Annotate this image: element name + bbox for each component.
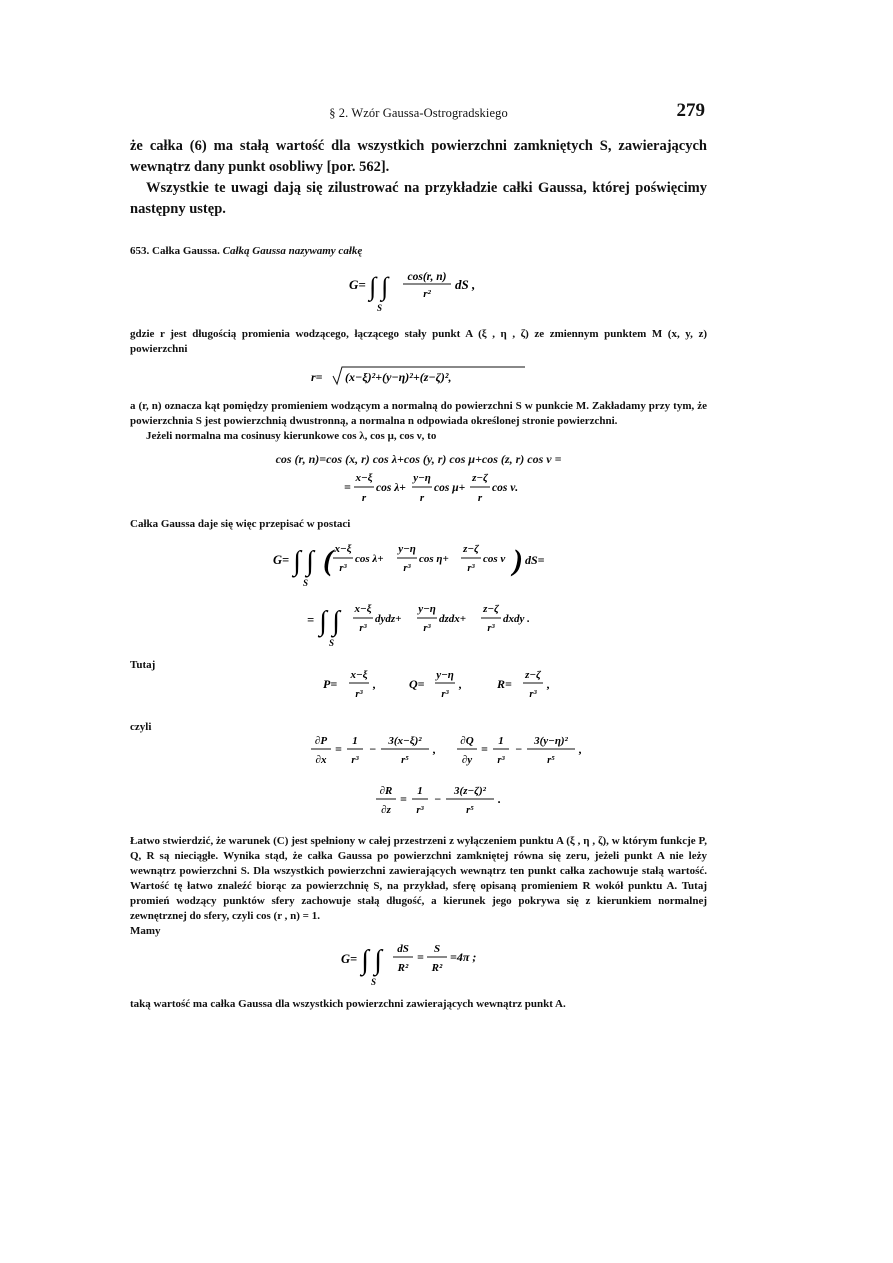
q-lhs: Q= — [408, 677, 425, 691]
dr-frac1-num: 1 — [416, 785, 423, 797]
frac3-den: r³ — [486, 623, 495, 634]
q-num: y−η — [435, 669, 454, 681]
formula-radius — [130, 363, 707, 393]
svg-text:,: , — [372, 677, 376, 691]
final-frac1-den: R² — [397, 962, 408, 974]
dr-den: ∂z — [380, 804, 391, 816]
integral-subscript: S — [370, 977, 376, 987]
intro-paragraph-1: że całka (6) ma stałą wartość dla wszystkich powierzchni zamkniętych S, zawierających wewnątrz dany punkt osobliwy [por. 562]. — [130, 138, 707, 175]
dq-eq: = — [480, 742, 488, 756]
frac2-den: r³ — [402, 563, 411, 574]
frac2-den: r³ — [422, 623, 431, 634]
final-frac2-den: R² — [431, 962, 442, 974]
page — [130, 100, 707, 1012]
formula-lhs: G= — [348, 277, 366, 292]
term3: cos ν — [482, 553, 505, 565]
svg-text:,: , — [432, 742, 436, 756]
page-number: 279 — [676, 100, 705, 121]
paragraph-final: taką wartość ma całka Gaussa dla wszystkich powierzchni zawierających wewnątrz punkt A. — [130, 998, 566, 1010]
final-lhs: G= — [340, 952, 357, 966]
frac1-den: r³ — [358, 623, 367, 634]
integral-sign-2: ∫ — [305, 546, 314, 577]
frac1-num: x−ξ — [354, 472, 373, 484]
paren-open: ( — [322, 544, 333, 577]
eq-sign: = — [306, 613, 314, 627]
paren-close: ) — [512, 544, 523, 577]
paragraph-conclusion: Łatwo stwierdzić, że warunek (C) jest spełniony w całej przestrzeni z wyłączeniem punktu A (ξ , η , ζ), w którym funkcje P, Q, R są nieciągłe. Wynika stąd, że całka Gaussa po powierzchni zamkniętej równa się zeru, jeżeli punkt A nie leży wewnątrz powierzchni S. Dla wszystkich powierzchni zawierających wewnątrz ten punkt całka zachowuje stałą wartość. Wartość tę łatwo znaleźć biorąc za powierzchnię S, na przykład, sferę opisaną promieniem R wokół punktu A. Tutaj promień wodzący punktów sfery zachowuje stałą długość, a kierunek jego pokrywa się z kierunkiem normalnej zewnętrznej do sfery, czyli cos (r , n) = 1. — [130, 835, 707, 922]
p-num: x−ξ — [349, 669, 368, 681]
frac2-num: y−η — [417, 603, 436, 615]
dq-minus: − — [514, 742, 522, 756]
dq-frac2-num: 3(y−η)² — [533, 735, 568, 747]
integral-sign-1: ∫ — [318, 606, 327, 637]
formula-cos-line-2 — [130, 469, 707, 511]
dr-eq: = — [399, 792, 407, 806]
intro-paragraph-2: Wszystkie te uwagi dają się zilustrować na przykładzie całki Gaussa, której poświęcimy następny ustęp. — [130, 180, 707, 217]
frac1-num: x−ξ — [333, 543, 352, 555]
tutaj-row — [130, 658, 707, 714]
dp-num: ∂P — [314, 735, 327, 747]
frac1-num: x−ξ — [353, 603, 372, 615]
formula-gauss-integral — [130, 265, 707, 321]
radicand: (x−ξ)²+(y−η)²+(z−ζ)², — [344, 370, 452, 384]
dq-frac2-den: r⁵ — [546, 755, 555, 766]
p-den: r³ — [354, 689, 363, 700]
label-mamy: Mamy — [130, 925, 161, 937]
frac3-den: r³ — [466, 563, 475, 574]
integral-sign-2: ∫ — [331, 606, 340, 637]
final-frac2-num: S — [433, 943, 440, 955]
section-number: 653. — [130, 245, 150, 257]
integral-subscript: S — [302, 578, 308, 588]
term1: cos λ+ — [354, 553, 384, 565]
formula-gauss-value — [130, 939, 707, 991]
formula-gauss-rewrite-1 — [130, 538, 707, 592]
fraction-numerator: cos(r, n) — [407, 271, 446, 283]
dp-den: ∂x — [315, 754, 326, 766]
formula-gauss-rewrite-2 — [130, 598, 707, 652]
svg-text:,: , — [546, 677, 550, 691]
svg-text:,: , — [578, 742, 582, 756]
term2: dzdx+ — [438, 613, 466, 625]
paragraph-after-gauss: gdzie r jest długością promienia wodzącego, łączącego stały punkt A (ξ , η , ζ) ze zmiennym punktem M (x, y, z) powierzchni — [130, 328, 707, 355]
frac1-den: r — [361, 492, 366, 504]
term3: cos ν. — [491, 482, 518, 494]
integral-sign-2: ∫ — [373, 945, 382, 976]
integral-subscript: S — [328, 638, 334, 648]
formula-partials-2 — [130, 782, 707, 824]
term2: cos η+ — [418, 553, 449, 565]
formula-pqr — [190, 666, 707, 708]
frac2-num: y−η — [412, 472, 431, 484]
term1: cos λ+ — [375, 482, 406, 494]
dq-den: ∂y — [461, 754, 472, 766]
dp-frac1-den: r³ — [350, 755, 359, 766]
section-lead — [130, 244, 707, 259]
dp-frac2-den: r⁵ — [400, 755, 409, 766]
paragraph-angle: a (r, n) oznacza kąt pomiędzy promieniem wodzącym a normalną do powierzchni S w punkcie M. Zakładamy przy tym, że powierzchnia S jest powierzchnią dwustronną, a normalna n odpowiada określonej stronie powierzchni. — [130, 400, 707, 427]
frac3-num: z−ζ — [482, 603, 499, 615]
rewrite-tail: dS= — [524, 553, 545, 567]
dp-minus: − — [368, 742, 376, 756]
frac3-num: z−ζ — [471, 472, 488, 484]
dr-frac1-den: r³ — [415, 805, 424, 816]
term1: dydz+ — [374, 613, 401, 625]
dp-frac1-num: 1 — [351, 735, 358, 747]
running-header — [130, 100, 707, 128]
dr-frac2-den: r⁵ — [465, 805, 474, 816]
final-eq: = — [416, 950, 424, 964]
integral-sign-1: ∫ — [360, 945, 369, 976]
label-tutaj: Tutaj — [130, 659, 156, 671]
paragraph-cosines: Jeżeli normalna ma cosinusy kierunkowe cos λ, cos μ, cos ν, to — [146, 430, 437, 442]
final-frac1-num: dS — [396, 943, 409, 955]
fraction-denominator: r² — [422, 288, 431, 300]
dp-frac2-num: 3(x−ξ)² — [387, 735, 422, 747]
svg-text:,: , — [458, 677, 462, 691]
dr-minus: − — [433, 792, 441, 806]
formula-partials-1 — [190, 732, 707, 774]
frac1-den: r³ — [338, 563, 347, 574]
r-lhs: R= — [496, 677, 512, 691]
section-title: Całka Gaussa. — [152, 245, 220, 257]
section-lead-text: Całką Gaussa nazywamy całkę — [222, 245, 363, 257]
frac2-den: r — [419, 492, 424, 504]
cos-expansion: cos (r, n)=cos (x, r) cos λ+cos (y, r) cos μ+cos (z, r) cos ν = — [275, 452, 562, 466]
czyli-row — [130, 720, 707, 780]
q-den: r³ — [440, 689, 449, 700]
dr-frac2-num: 3(z−ζ)² — [453, 785, 486, 797]
r-num: z−ζ — [524, 669, 541, 681]
frac2-num: y−η — [397, 543, 416, 555]
svg-text:.: . — [497, 792, 501, 806]
rewrite-lhs: G= — [272, 553, 289, 567]
final-tail: =4π ; — [449, 950, 476, 964]
frac3-num: z−ζ — [462, 543, 479, 555]
dr-num: ∂R — [379, 785, 392, 797]
term2: cos μ+ — [433, 482, 465, 494]
dq-num: ∂Q — [459, 735, 474, 747]
term3: dxdy . — [502, 613, 530, 625]
dq-frac1-den: r³ — [496, 755, 505, 766]
integral-sign-1: ∫ — [292, 546, 301, 577]
p-lhs: P= — [322, 677, 337, 691]
dp-eq: = — [334, 742, 342, 756]
formula-tail: dS , — [454, 277, 475, 292]
r-den: r³ — [528, 689, 537, 700]
eq-sign: = — [343, 480, 351, 494]
integral-sign-1: ∫ — [368, 272, 376, 301]
integral-sign-2: ∫ — [380, 272, 388, 301]
integral-subscript: S — [376, 303, 382, 313]
paragraph-rewrite: Całka Gaussa daje się więc przepisać w postaci — [130, 518, 351, 530]
radius-lhs: r= — [310, 370, 323, 384]
formula-cos-line-1 — [130, 452, 707, 467]
label-czyli: czyli — [130, 721, 152, 733]
header-title: § 2. Wzór Gaussa-Ostrogradskiego — [329, 106, 508, 120]
dq-frac1-num: 1 — [497, 735, 504, 747]
frac3-den: r — [477, 492, 482, 504]
